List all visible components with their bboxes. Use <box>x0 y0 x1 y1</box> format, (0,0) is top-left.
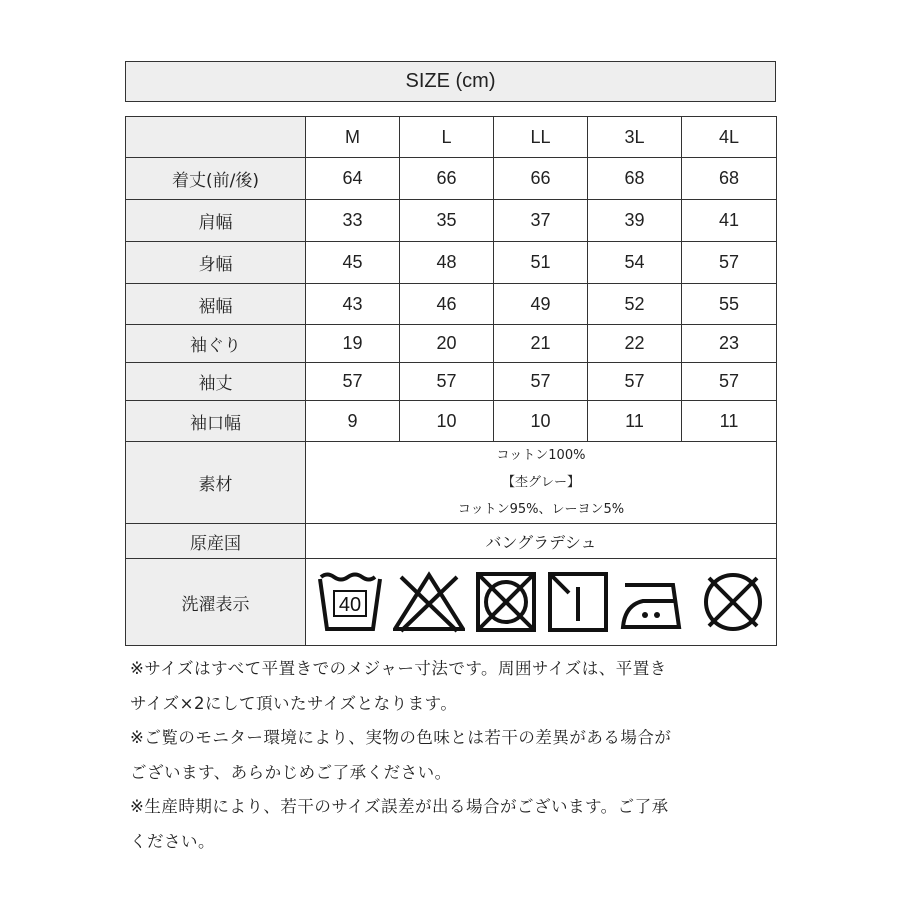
cell: 57 <box>306 363 400 401</box>
row-label-origin: 原産国 <box>126 524 306 559</box>
cell: 45 <box>306 242 400 284</box>
note-line: ※サイズはすべて平置きでのメジャー寸法です。周囲サイズは、平置き <box>130 659 667 678</box>
cell: 57 <box>494 363 588 401</box>
row-label-sleeve: 袖丈 <box>126 363 306 401</box>
note-line: ください。 <box>130 831 215 851</box>
cell: 39 <box>588 200 682 242</box>
cell: 37 <box>494 200 588 242</box>
row-label-hem: 裾幅 <box>126 284 306 325</box>
cell: 57 <box>588 363 682 401</box>
row-label-armhole: 袖ぐり <box>126 325 306 363</box>
cell: 64 <box>306 158 400 200</box>
cell: 46 <box>400 284 494 325</box>
cell: 33 <box>306 200 400 242</box>
table-row <box>126 200 777 242</box>
origin-value: バングラデシュ <box>306 524 777 559</box>
cell: 49 <box>494 284 588 325</box>
cell: 57 <box>682 242 777 284</box>
cell: 23 <box>682 325 777 363</box>
cell: 21 <box>494 325 588 363</box>
cell: 52 <box>588 284 682 325</box>
material-line: コットン100% <box>496 448 586 463</box>
line-dry-shade-icon <box>547 571 609 633</box>
row-label-length: 着丈(前/後) <box>126 158 306 200</box>
cell: 68 <box>682 158 777 200</box>
row-label-chest: 身幅 <box>126 242 306 284</box>
cell: 10 <box>494 401 588 442</box>
washing-row <box>126 559 777 646</box>
cell: 48 <box>400 242 494 284</box>
table-row <box>126 242 777 284</box>
cell: 68 <box>588 158 682 200</box>
no-dry-clean-icon <box>701 571 765 633</box>
corner-cell <box>126 117 306 158</box>
row-label-material: 素材 <box>126 442 306 524</box>
note-line: サイズ×2にして頂いたサイズとなります。 <box>130 693 458 713</box>
material-line: コットン95%、レーヨン5% <box>457 502 625 517</box>
note-line: ございます、あらかじめご了承ください。 <box>130 762 452 782</box>
cell: 43 <box>306 284 400 325</box>
size-header-row <box>126 117 777 158</box>
size-header-ll: LL <box>494 117 588 158</box>
iron-medium-icon <box>619 571 691 633</box>
cell: 22 <box>588 325 682 363</box>
note-line: ※生産時期により、若干のサイズ誤差が出る場合がございます。ご了承 <box>130 797 669 816</box>
row-label-washing: 洗濯表示 <box>126 559 306 646</box>
cell: 57 <box>400 363 494 401</box>
size-header-4l: 4L <box>682 117 777 158</box>
size-header-3l: 3L <box>588 117 682 158</box>
table-row <box>126 363 777 401</box>
table-row <box>126 325 777 363</box>
table-row <box>126 284 777 325</box>
table-row <box>126 158 777 200</box>
size-table-title: SIZE (cm) <box>125 61 776 102</box>
washing-cell <box>306 559 777 646</box>
cell: 57 <box>682 363 777 401</box>
cell: 55 <box>682 284 777 325</box>
cell: 11 <box>682 401 777 442</box>
no-tumble-dry-icon <box>475 571 537 633</box>
row-label-shoulder: 肩幅 <box>126 200 306 242</box>
cell: 41 <box>682 200 777 242</box>
cell: 54 <box>588 242 682 284</box>
note-line: ※ご覧のモニター環境により、実物の色味とは若干の差異がある場合が <box>130 728 672 747</box>
cell: 35 <box>400 200 494 242</box>
material-line: 【杢グレー】 <box>501 475 580 490</box>
cell: 11 <box>588 401 682 442</box>
size-header-l: L <box>400 117 494 158</box>
row-label-cuff: 袖口幅 <box>126 401 306 442</box>
origin-row <box>126 524 777 559</box>
cell: 9 <box>306 401 400 442</box>
material-row <box>126 442 777 524</box>
no-bleach-icon <box>393 571 465 633</box>
size-header-m: M <box>306 117 400 158</box>
cell: 20 <box>400 325 494 363</box>
cell: 66 <box>400 158 494 200</box>
notes <box>130 652 780 859</box>
cell: 10 <box>400 401 494 442</box>
cell: 51 <box>494 242 588 284</box>
table-row <box>126 401 777 442</box>
wash-40-icon <box>317 571 383 633</box>
cell: 19 <box>306 325 400 363</box>
wash-temp-label: 40 <box>338 594 362 616</box>
size-table <box>125 116 777 646</box>
cell: 66 <box>494 158 588 200</box>
material-cell <box>306 442 777 524</box>
